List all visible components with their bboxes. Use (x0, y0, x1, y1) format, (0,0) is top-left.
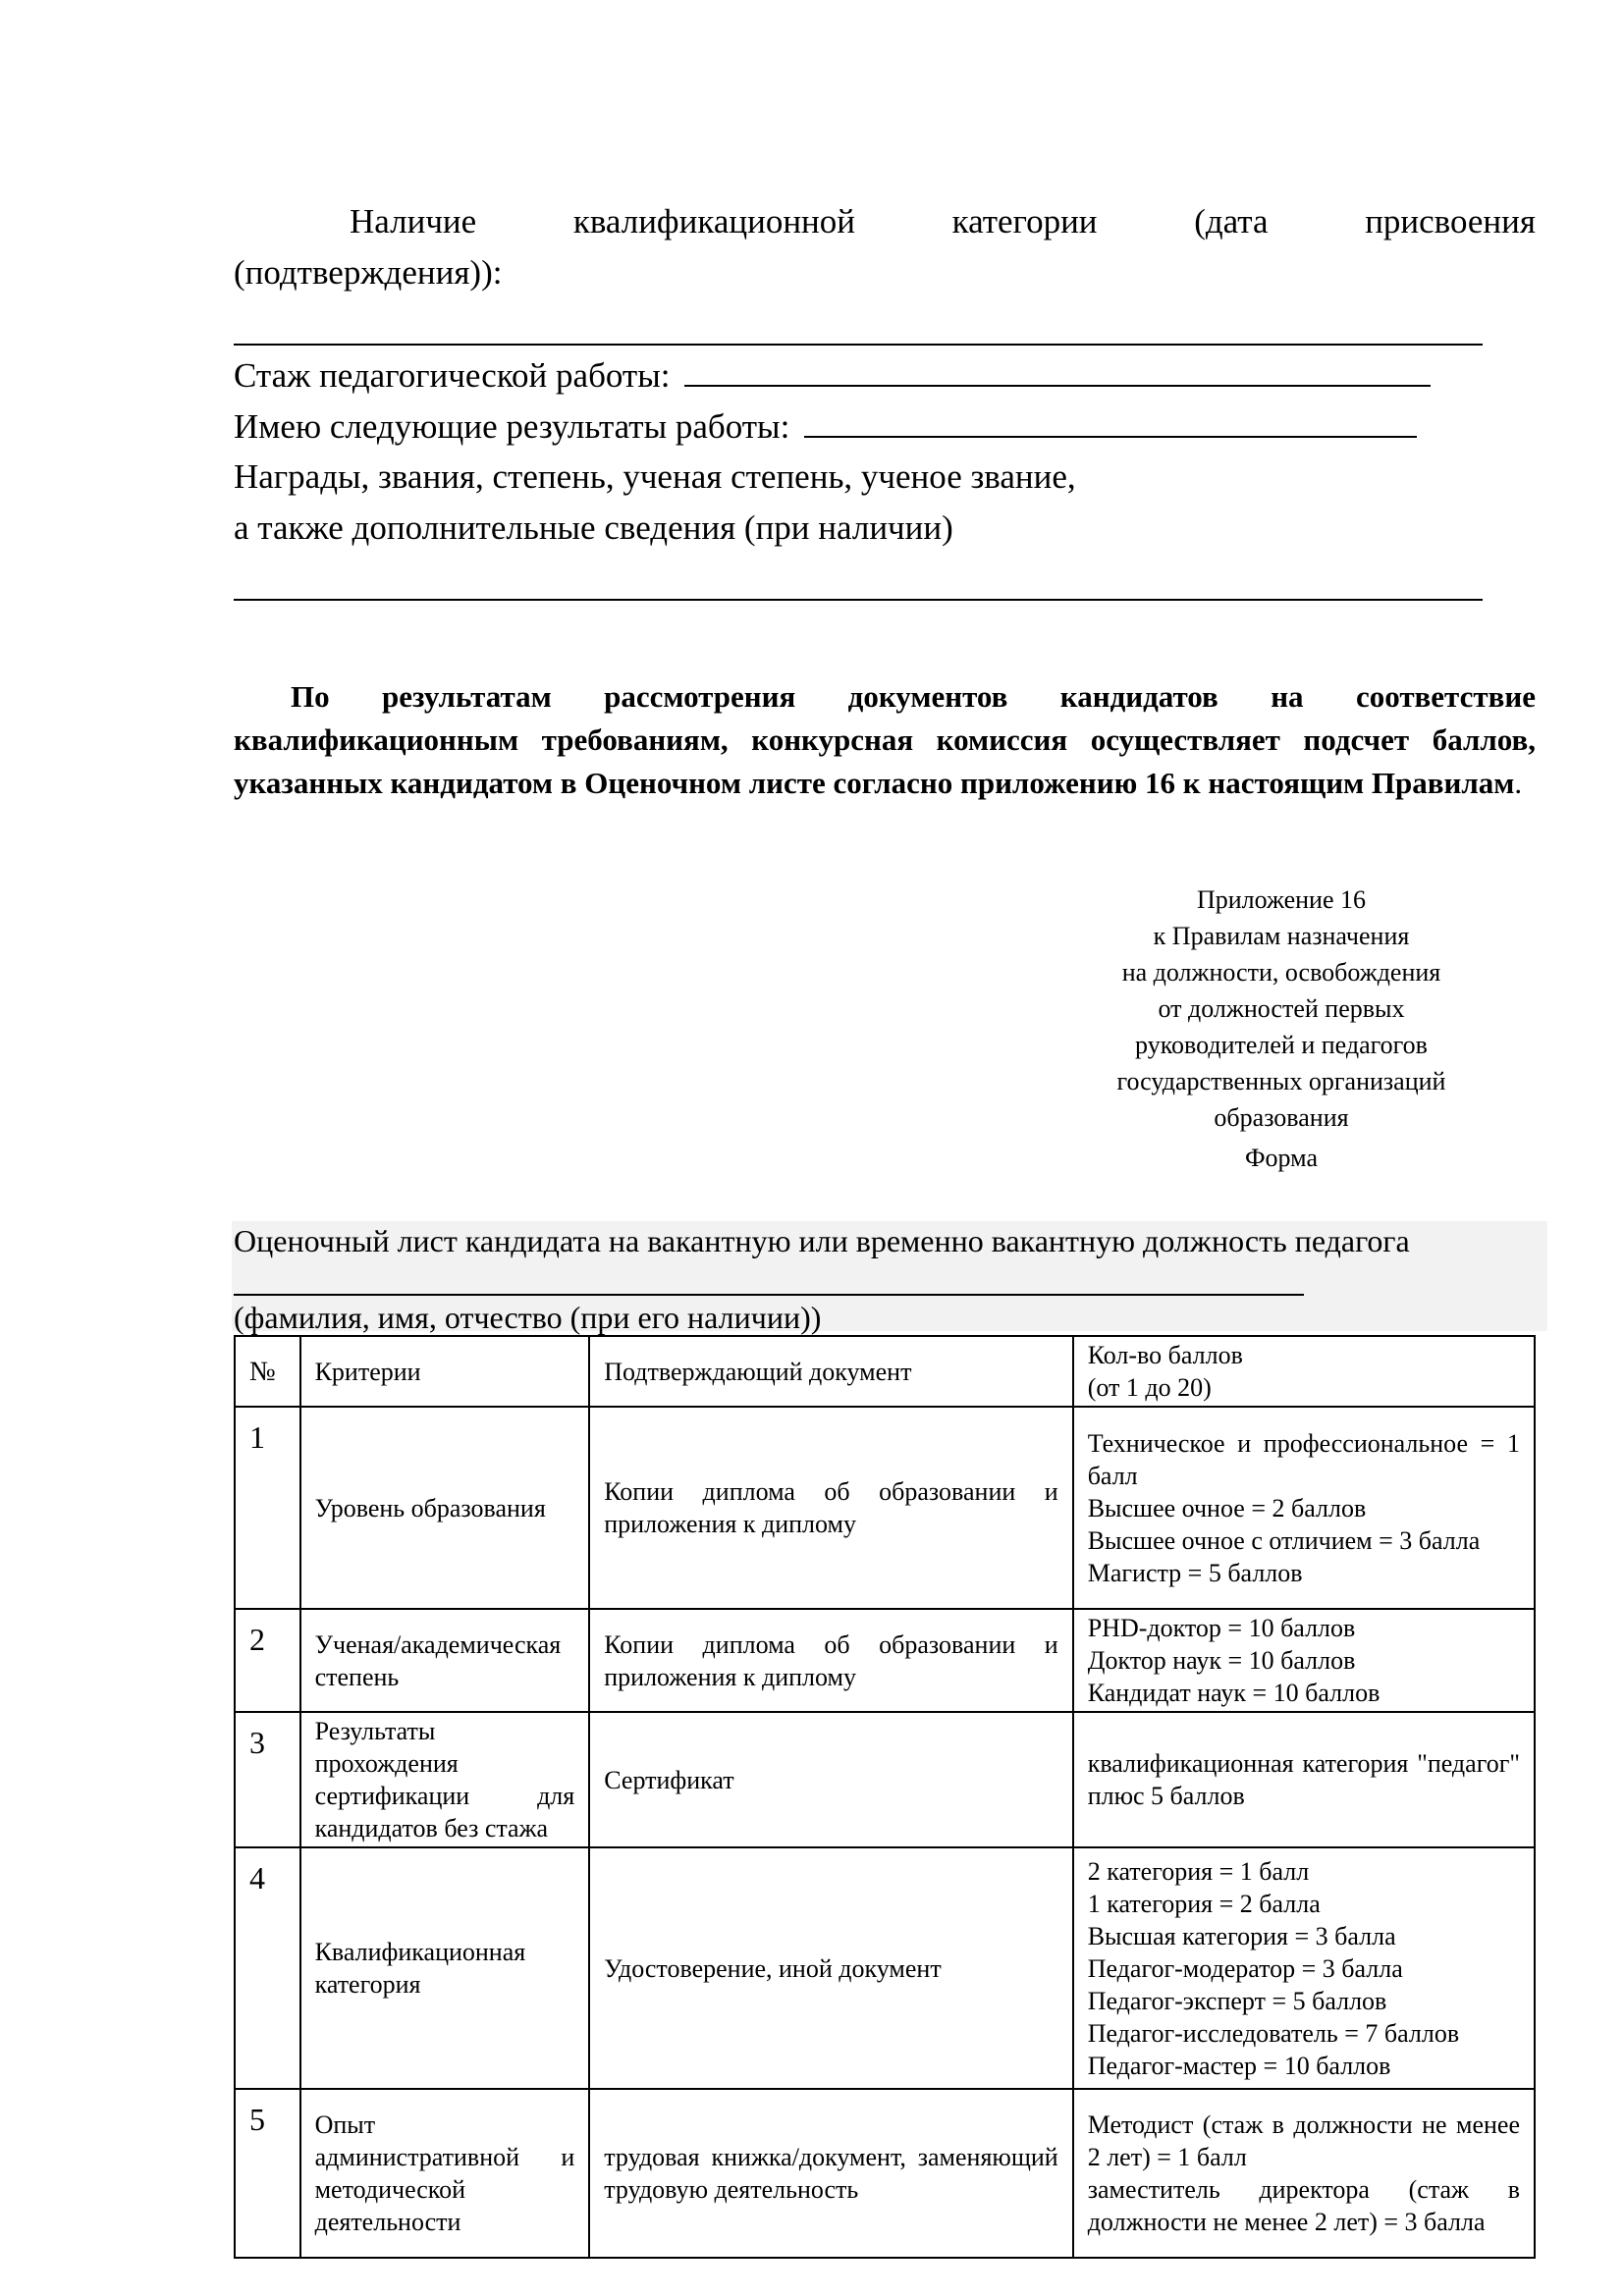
points-item: квалификационная категория "педагог" плюс 5 баллов (1087, 1749, 1520, 1810)
row-num: 1 (235, 1407, 300, 1609)
table-row (235, 2089, 1535, 2258)
header-points (1073, 1336, 1535, 1407)
fullname-blank-line[interactable] (234, 1294, 1304, 1296)
points-item: Магистр = 5 баллов (1087, 1558, 1303, 1587)
results-label: Имею следующие результаты работы: (234, 407, 790, 446)
header-document: Подтверждающий документ (589, 1336, 1072, 1407)
header-points-1: Кол-во баллов (1087, 1341, 1243, 1369)
experience-line (234, 349, 1536, 400)
notice-paragraph (234, 675, 1536, 805)
points-item: Педагог-модератор = 3 балла (1087, 1953, 1403, 1983)
table-row (235, 1609, 1535, 1712)
appendix-line: Приложение 16 (1196, 885, 1367, 914)
appendix-line: от должностей первых (1158, 994, 1405, 1023)
category-line (234, 196, 1536, 247)
row-document: Копии диплома об образовании и приложения к диплому (589, 1407, 1072, 1609)
row-document: Удостоверение, иной документ (589, 1847, 1072, 2089)
points-item: Высшее очное = 2 баллов (1087, 1493, 1367, 1522)
row-criteria: Ученая/академическая степень (300, 1609, 590, 1712)
row-num: 2 (235, 1609, 300, 1712)
header-points-2: (от 1 до 20) (1087, 1373, 1212, 1402)
form-label: Форма (1245, 1144, 1318, 1172)
results-line (234, 400, 1536, 452)
points-item: Методист (стаж в должности не менее 2 лет) = 1 балл (1087, 2110, 1520, 2171)
sheet-title: Оценочный лист кандидата на вакантную или временно вакантную должность педагога (234, 1223, 1410, 1258)
points-item: PHD-доктор = 10 баллов (1087, 1614, 1356, 1642)
appendix-header (1070, 881, 1492, 1176)
notice-tail: . (1514, 766, 1523, 800)
row-points (1073, 1407, 1535, 1609)
appendix-line: государственных организаций (1116, 1067, 1446, 1095)
points-item: Педагог-мастер = 10 баллов (1087, 2051, 1391, 2080)
row-criteria: Квалификационная категория (300, 1847, 590, 2089)
candidate-form (234, 196, 1536, 605)
category-line-cont: (подтверждения)): (234, 253, 503, 292)
awards-label-1: Награды, звания, степень, ученая степень, ученое звание, (234, 457, 1076, 496)
row-num: 5 (235, 2089, 300, 2258)
awards-label-2: а также дополнительные сведения (при наличии) (234, 508, 953, 547)
row-criteria: Уровень образования (300, 1407, 590, 1609)
points-item: Педагог-эксперт = 5 баллов (1087, 1986, 1387, 2015)
points-item: 2 категория = 1 балл (1087, 1856, 1310, 1886)
appendix-line: образования (1214, 1103, 1349, 1132)
row-criteria: Опыт административной и методической деятельности (300, 2089, 590, 2258)
points-item: Высшее очное с отличием = 3 балла (1087, 1525, 1481, 1555)
row-points (1073, 1712, 1535, 1847)
appendix-line: к Правилам назначения (1153, 922, 1410, 950)
row-document: Сертификат (589, 1712, 1072, 1847)
row-num: 3 (235, 1712, 300, 1847)
evaluation-table (234, 1335, 1536, 2259)
header-num: № (235, 1336, 300, 1407)
row-num: 4 (235, 1847, 300, 2089)
table-row (235, 1712, 1535, 1847)
table-row (235, 1407, 1535, 1609)
points-item: заместитель директора (стаж в должности не менее 2 лет) = 3 балла (1087, 2175, 1520, 2236)
row-points (1073, 2089, 1535, 2258)
category-word-1: Наличие (350, 202, 477, 240)
header-criteria: Критерии (300, 1336, 590, 1407)
points-item: Доктор наук = 10 баллов (1087, 1646, 1356, 1675)
appendix-line: руководителей и педагогов (1135, 1031, 1428, 1059)
sheet-subtitle: (фамилия, имя, отчество (при его наличии)) (234, 1300, 822, 1335)
row-document: Копии диплома об образовании и приложения к диплому (589, 1609, 1072, 1712)
experience-label: Стаж педагогической работы: (234, 356, 671, 395)
notice-bold-text: По результатам рассмотрения документов кандидатов на соответствие квалификационным требованиям, конкурсная комиссия осуществляет подсчет баллов, указанных кандидатом в Оценочном листе согласно приложению 16 к настоящим Правилам (234, 679, 1536, 800)
category-word-5: присвоения (1365, 202, 1536, 240)
appendix-line: на должности, освобождения (1121, 958, 1441, 987)
awards-blank-line[interactable] (234, 554, 1536, 605)
row-criteria: Результаты прохождения сертификации для кандидатов без стажа (300, 1712, 590, 1847)
points-item: 1 категория = 2 балла (1087, 1889, 1321, 1918)
category-word-4: (дата (1194, 202, 1269, 240)
table-header-row (235, 1336, 1535, 1407)
points-item: Техническое и профессиональное = 1 балл (1087, 1428, 1520, 1490)
row-points (1073, 1609, 1535, 1712)
points-item: Кандидат наук = 10 баллов (1087, 1679, 1380, 1707)
category-word-2: квалификационной (572, 202, 856, 240)
points-item: Высшая категория = 3 балла (1087, 1921, 1396, 1950)
category-word-3: категории (951, 202, 1098, 240)
results-blank[interactable] (804, 400, 1417, 438)
table-row (235, 1847, 1535, 2089)
row-points (1073, 1847, 1535, 2089)
experience-blank[interactable] (684, 349, 1431, 387)
row-document: трудовая книжка/документ, заменяющий трудовую деятельность (589, 2089, 1072, 2258)
points-item: Педагог-исследователь = 7 баллов (1087, 2018, 1460, 2048)
category-blank-line[interactable] (234, 298, 1536, 349)
